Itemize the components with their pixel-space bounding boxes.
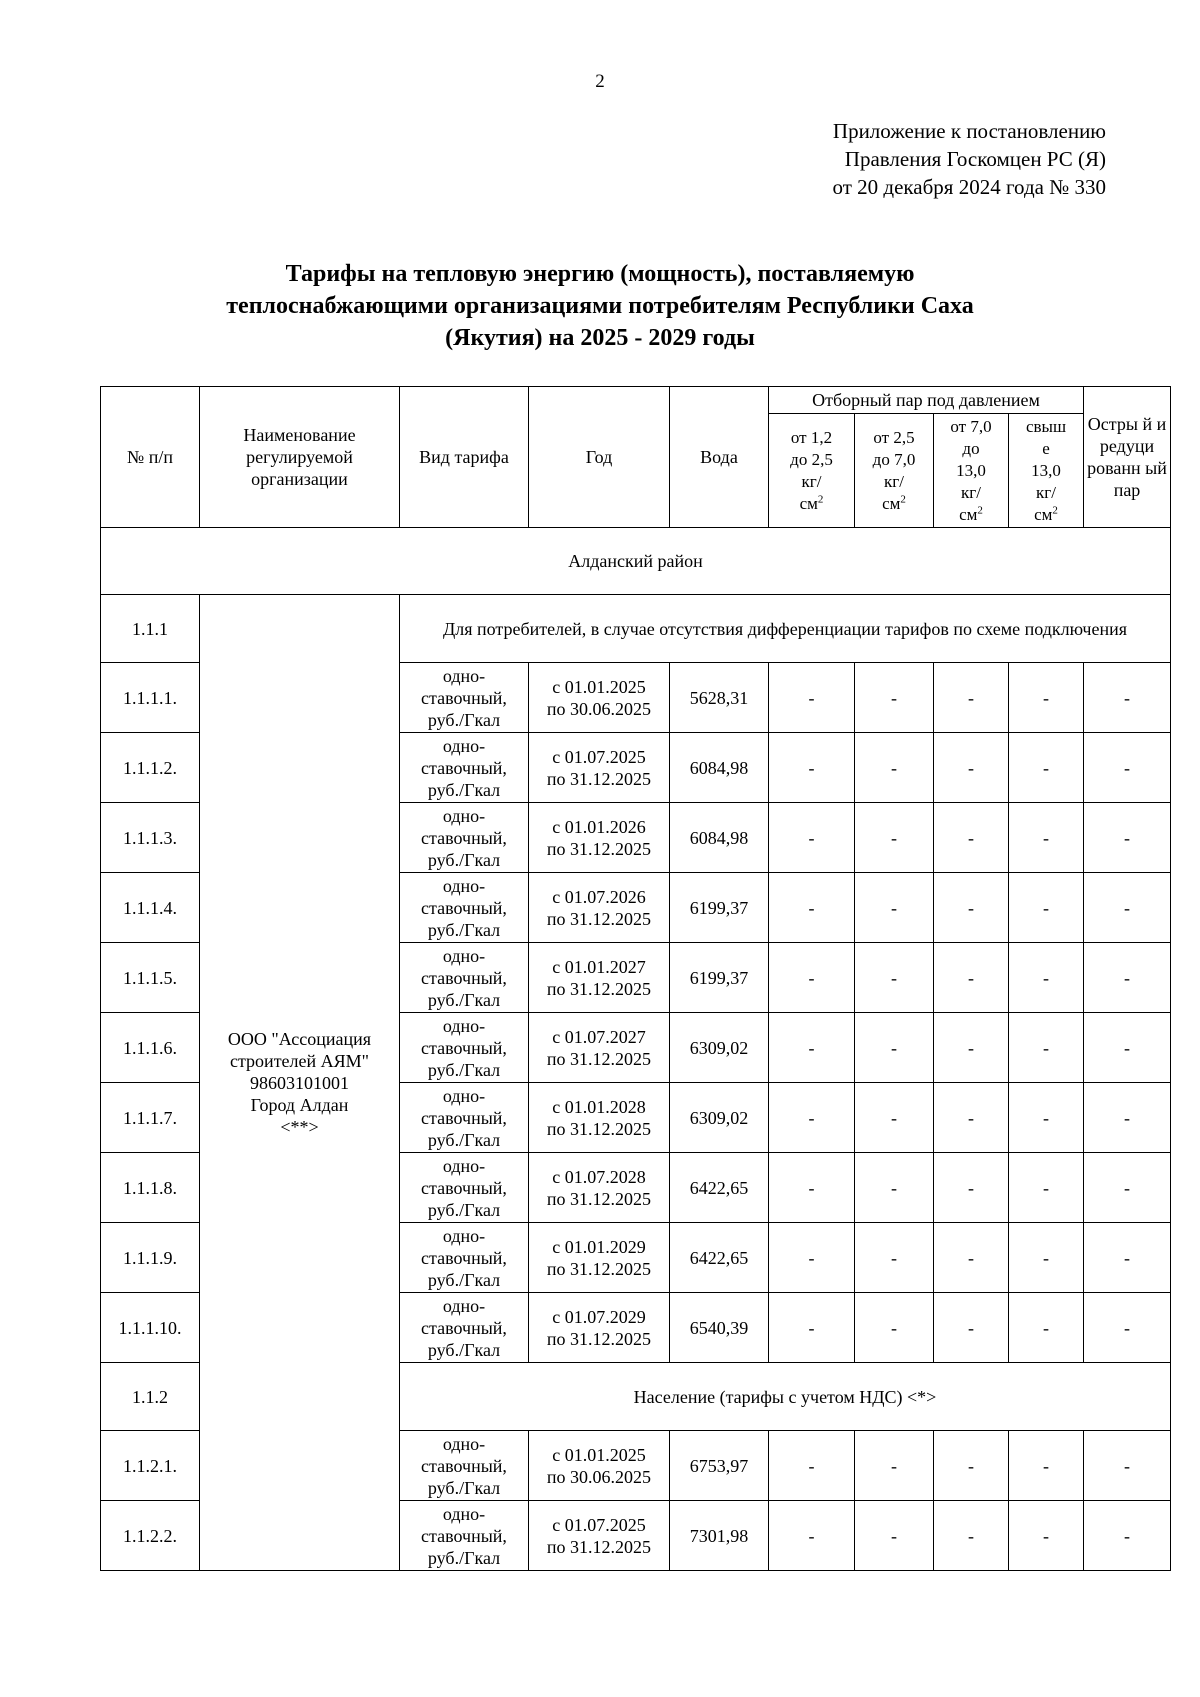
period-to: по 31.12.2025 [546, 1118, 652, 1139]
period-to: по 31.12.2025 [546, 838, 652, 859]
water-tariff: 6309,02 [670, 1083, 769, 1153]
section-num: 1.1.2 [101, 1363, 200, 1431]
water-tariff: 6309,02 [670, 1013, 769, 1083]
steam-tariff-empty: - [769, 943, 855, 1013]
header-num: № п/п [101, 387, 200, 528]
water-tariff: 6753,97 [670, 1431, 769, 1501]
steam-tariff-empty: - [769, 663, 855, 733]
water-tariff: 6084,98 [670, 733, 769, 803]
period-from: с 01.01.2026 [552, 816, 646, 837]
steam-tariff-empty: - [769, 1293, 855, 1363]
steam-tariff-empty: - [934, 1013, 1009, 1083]
water-tariff: 6199,37 [670, 873, 769, 943]
header-tariff-type: Вид тарифа [400, 387, 529, 528]
steam-tariff-empty: - [855, 873, 934, 943]
row-num: 1.1.2.1. [101, 1431, 200, 1501]
tariff-type-line: руб./Гкал [427, 1199, 501, 1220]
steam-tariff-empty: - [769, 1431, 855, 1501]
period-to: по 31.12.2025 [546, 768, 652, 789]
water-tariff: 5628,31 [670, 663, 769, 733]
page-number: 2 [595, 71, 605, 92]
steam-tariff-empty: - [855, 1431, 934, 1501]
period [529, 873, 670, 943]
header-steam-2 [855, 414, 934, 528]
section-num: 1.1.1 [101, 595, 200, 663]
header-line: е [1042, 438, 1050, 458]
tariff-type-line: ставочный, [421, 967, 507, 988]
steam-tariff-empty: - [769, 1083, 855, 1153]
period-from: с 01.01.2029 [552, 1236, 646, 1257]
water-tariff: 6199,37 [670, 943, 769, 1013]
steam-tariff-empty: - [769, 1223, 855, 1293]
steam-tariff-empty: - [1084, 663, 1171, 733]
period-to: по 31.12.2025 [546, 1188, 652, 1209]
section-label: Для потребителей, в случае отсутствия дифференциации тарифов по схеме подключения [400, 595, 1171, 663]
tariff-type-line: руб./Гкал [427, 1059, 501, 1080]
steam-tariff-empty: - [769, 803, 855, 873]
tariff-type [400, 1223, 529, 1293]
tariff-type-line: руб./Гкал [427, 1269, 501, 1290]
tariff-type-line: одно- [442, 1503, 486, 1524]
period-from: с 01.07.2026 [552, 886, 646, 907]
steam-tariff-empty: - [855, 1083, 934, 1153]
organization-line: Город Алдан [250, 1094, 349, 1115]
steam-tariff-empty: - [1084, 803, 1171, 873]
tariff-type-line: одно- [442, 875, 486, 896]
tariff-type-line: ставочный, [421, 687, 507, 708]
appendix-line: от 20 декабря 2024 года № 330 [832, 175, 1106, 199]
tariff-type-line: одно- [442, 1085, 486, 1106]
tariff-type [400, 663, 529, 733]
row-num: 1.1.1.3. [101, 803, 200, 873]
period-from: с 01.01.2025 [552, 676, 646, 697]
row-num: 1.1.2.2. [101, 1501, 200, 1571]
period-to: по 31.12.2025 [546, 1328, 652, 1349]
steam-tariff-empty: - [769, 1501, 855, 1571]
organization-line: 98603101001 [250, 1072, 349, 1093]
period-from: с 01.07.2028 [552, 1166, 646, 1187]
organization-name [200, 595, 400, 1571]
header-line: кг/ [961, 482, 981, 502]
steam-tariff-empty: - [1009, 1293, 1084, 1363]
document-title [0, 258, 1200, 354]
unit-text: см [959, 504, 978, 524]
steam-tariff-empty: - [1009, 1083, 1084, 1153]
tariff-type-line: ставочный, [421, 897, 507, 918]
water-tariff: 6540,39 [670, 1293, 769, 1363]
header-line: кг/ [884, 471, 904, 491]
period [529, 1083, 670, 1153]
header-steam-group: Отборный пар под давлением [769, 387, 1084, 414]
header-steam-4 [1009, 414, 1084, 528]
steam-tariff-empty: - [1084, 1083, 1171, 1153]
header-line: 13,0 [1031, 460, 1061, 480]
title-line: теплоснабжающими организациями потребителям Республики Саха [226, 293, 974, 319]
water-tariff: 6084,98 [670, 803, 769, 873]
row-num: 1.1.1.2. [101, 733, 200, 803]
title-line: Тарифы на тепловую энергию (мощность), поставляемую [285, 261, 915, 287]
steam-tariff-empty: - [1009, 733, 1084, 803]
tariff-type-line: руб./Гкал [427, 1477, 501, 1498]
steam-tariff-empty: - [855, 1501, 934, 1571]
header-year: Год [529, 387, 670, 528]
steam-tariff-empty: - [1084, 1153, 1171, 1223]
period-from: с 01.01.2025 [552, 1444, 646, 1465]
header-organization: Наименование регулируемой организации [200, 387, 400, 528]
steam-tariff-empty: - [769, 733, 855, 803]
steam-tariff-empty: - [769, 1153, 855, 1223]
row-num: 1.1.1.6. [101, 1013, 200, 1083]
tariff-type-line: руб./Гкал [427, 919, 501, 940]
steam-tariff-empty: - [1084, 1431, 1171, 1501]
header-line: свыш [1025, 416, 1067, 436]
steam-tariff-empty: - [934, 733, 1009, 803]
steam-tariff-empty: - [1084, 873, 1171, 943]
tariff-type-line: руб./Гкал [427, 1339, 501, 1360]
unit-text: см [1034, 504, 1053, 524]
steam-tariff-empty: - [1009, 873, 1084, 943]
period-to: по 31.12.2025 [546, 908, 652, 929]
period-to: по 31.12.2025 [546, 1536, 652, 1557]
steam-tariff-empty: - [934, 1083, 1009, 1153]
period-from: с 01.07.2025 [552, 746, 646, 767]
tariffs-table [100, 386, 1171, 1571]
organization-line: ООО "Ассоциация [227, 1028, 372, 1049]
row-num: 1.1.1.8. [101, 1153, 200, 1223]
tariff-type [400, 943, 529, 1013]
tariff-type-line: ставочный, [421, 1107, 507, 1128]
tariff-type [400, 733, 529, 803]
steam-tariff-empty: - [1084, 1013, 1171, 1083]
steam-tariff-empty: - [769, 1013, 855, 1083]
period-to: по 31.12.2025 [546, 1048, 652, 1069]
tariff-type-line: одно- [442, 735, 486, 756]
tariff-type [400, 1501, 529, 1571]
organization-line: <**> [280, 1116, 319, 1137]
unit-sup: 2 [900, 492, 906, 505]
tariff-type-line: ставочный, [421, 1037, 507, 1058]
period-to: по 30.06.2025 [546, 698, 652, 719]
tariff-type-line: руб./Гкал [427, 849, 501, 870]
header-line: до [962, 438, 980, 458]
steam-tariff-empty: - [855, 1223, 934, 1293]
header-line [855, 493, 933, 515]
period-from: с 01.07.2025 [552, 1514, 646, 1535]
period-from: с 01.07.2029 [552, 1306, 646, 1327]
period [529, 803, 670, 873]
tariff-type-line: руб./Гкал [427, 989, 501, 1010]
header-line: от 7,0 [950, 416, 992, 436]
steam-tariff-empty: - [1084, 733, 1171, 803]
header-steam-1 [769, 414, 855, 528]
steam-tariff-empty: - [1084, 943, 1171, 1013]
period [529, 1223, 670, 1293]
row-num: 1.1.1.10. [101, 1293, 200, 1363]
tariff-type-line: ставочный, [421, 1455, 507, 1476]
water-tariff: 7301,98 [670, 1501, 769, 1571]
unit-sup: 2 [817, 492, 824, 505]
header-line [934, 504, 1008, 526]
tariff-type [400, 1013, 529, 1083]
title-line: (Якутия) на 2025 - 2029 годы [445, 325, 755, 351]
steam-tariff-empty: - [1084, 1293, 1171, 1363]
steam-tariff-empty: - [934, 1293, 1009, 1363]
unit-sup: 2 [1052, 503, 1058, 516]
tariff-type-line: одно- [442, 1295, 486, 1316]
tariff-type-line: одно- [442, 1155, 486, 1176]
district-row: Алданский район [101, 528, 1171, 595]
header-line: 13,0 [956, 460, 986, 480]
steam-tariff-empty: - [934, 1153, 1009, 1223]
tariff-type-line: руб./Гкал [427, 779, 501, 800]
period [529, 1153, 670, 1223]
steam-tariff-empty: - [855, 663, 934, 733]
period-from: с 01.01.2027 [552, 956, 646, 977]
steam-tariff-empty: - [1009, 1501, 1084, 1571]
tariff-type-line: ставочный, [421, 827, 507, 848]
steam-tariff-empty: - [769, 873, 855, 943]
steam-tariff-empty: - [1009, 1013, 1084, 1083]
section-label: Население (тарифы с учетом НДС) <*> [400, 1363, 1171, 1431]
tariff-type-line: руб./Гкал [427, 709, 501, 730]
tariff-type-line: ставочный, [421, 1317, 507, 1338]
steam-tariff-empty: - [1084, 1223, 1171, 1293]
tariff-type-line: одно- [442, 1433, 486, 1454]
tariff-type-line: ставочный, [421, 1177, 507, 1198]
tariff-type-line: одно- [442, 1225, 486, 1246]
section-row [101, 595, 1171, 663]
period [529, 1501, 670, 1571]
tariff-type-line: одно- [442, 665, 486, 686]
tariff-type [400, 803, 529, 873]
header-line: от 1,2 [790, 427, 833, 447]
row-num: 1.1.1.7. [101, 1083, 200, 1153]
period-to: по 31.12.2025 [546, 978, 652, 999]
appendix-note [833, 117, 1106, 201]
steam-tariff-empty: - [1009, 1223, 1084, 1293]
steam-tariff-empty: - [1009, 803, 1084, 873]
steam-tariff-empty: - [934, 873, 1009, 943]
unit-text: см [799, 493, 818, 513]
appendix-line: Приложение к постановлению [832, 119, 1106, 143]
period-from: с 01.07.2027 [552, 1026, 646, 1047]
header-water: Вода [670, 387, 769, 528]
header-line: кг/ [801, 471, 822, 491]
unit-text: см [882, 493, 901, 513]
steam-tariff-empty: - [934, 943, 1009, 1013]
period [529, 1431, 670, 1501]
steam-tariff-empty: - [855, 1013, 934, 1083]
steam-tariff-empty: - [934, 1431, 1009, 1501]
tariff-type [400, 1293, 529, 1363]
period [529, 663, 670, 733]
steam-tariff-empty: - [855, 943, 934, 1013]
tariff-type [400, 1083, 529, 1153]
period [529, 943, 670, 1013]
steam-tariff-empty: - [934, 1501, 1009, 1571]
tariff-type-line: ставочный, [421, 1525, 507, 1546]
tariff-type-line: руб./Гкал [427, 1547, 501, 1568]
header-line: до 7,0 [872, 449, 916, 469]
tariff-type-line: одно- [442, 805, 486, 826]
header-line: до 2,5 [790, 449, 833, 469]
row-num: 1.1.1.4. [101, 873, 200, 943]
period-to: по 30.06.2025 [546, 1466, 652, 1487]
steam-tariff-empty: - [1009, 1153, 1084, 1223]
header-steam-3 [934, 414, 1009, 528]
tariff-type-line: ставочный, [421, 1247, 507, 1268]
period-from: с 01.01.2028 [552, 1096, 646, 1117]
tariff-type [400, 1153, 529, 1223]
steam-tariff-empty: - [934, 803, 1009, 873]
row-num: 1.1.1.9. [101, 1223, 200, 1293]
row-num: 1.1.1.1. [101, 663, 200, 733]
steam-tariff-empty: - [855, 733, 934, 803]
period [529, 1013, 670, 1083]
tariff-type [400, 873, 529, 943]
steam-tariff-empty: - [855, 803, 934, 873]
tariff-type-line: одно- [442, 945, 486, 966]
tariff-type-line: руб./Гкал [427, 1129, 501, 1150]
organization-line: строителей АЯМ" [229, 1050, 370, 1071]
tariff-type-line: ставочный, [421, 757, 507, 778]
header-line [1009, 504, 1083, 526]
steam-tariff-empty: - [1009, 1431, 1084, 1501]
unit-sup: 2 [977, 503, 983, 516]
steam-tariff-empty: - [855, 1153, 934, 1223]
header-line: от 2,5 [873, 427, 915, 447]
appendix-line: Правления Госкомцен РС (Я) [844, 147, 1106, 171]
header-line [769, 493, 854, 515]
tariff-type [400, 1431, 529, 1501]
steam-tariff-empty: - [934, 1223, 1009, 1293]
steam-tariff-empty: - [934, 663, 1009, 733]
water-tariff: 6422,65 [670, 1223, 769, 1293]
header-sharp-steam: Остры й и редуци рованн ый пар [1084, 387, 1171, 528]
tariff-type-line: одно- [442, 1015, 486, 1036]
period [529, 733, 670, 803]
steam-tariff-empty: - [855, 1293, 934, 1363]
header-line: кг/ [1036, 482, 1056, 502]
period-to: по 31.12.2025 [546, 1258, 652, 1279]
period [529, 1293, 670, 1363]
row-num: 1.1.1.5. [101, 943, 200, 1013]
steam-tariff-empty: - [1009, 943, 1084, 1013]
water-tariff: 6422,65 [670, 1153, 769, 1223]
steam-tariff-empty: - [1084, 1501, 1171, 1571]
steam-tariff-empty: - [1009, 663, 1084, 733]
